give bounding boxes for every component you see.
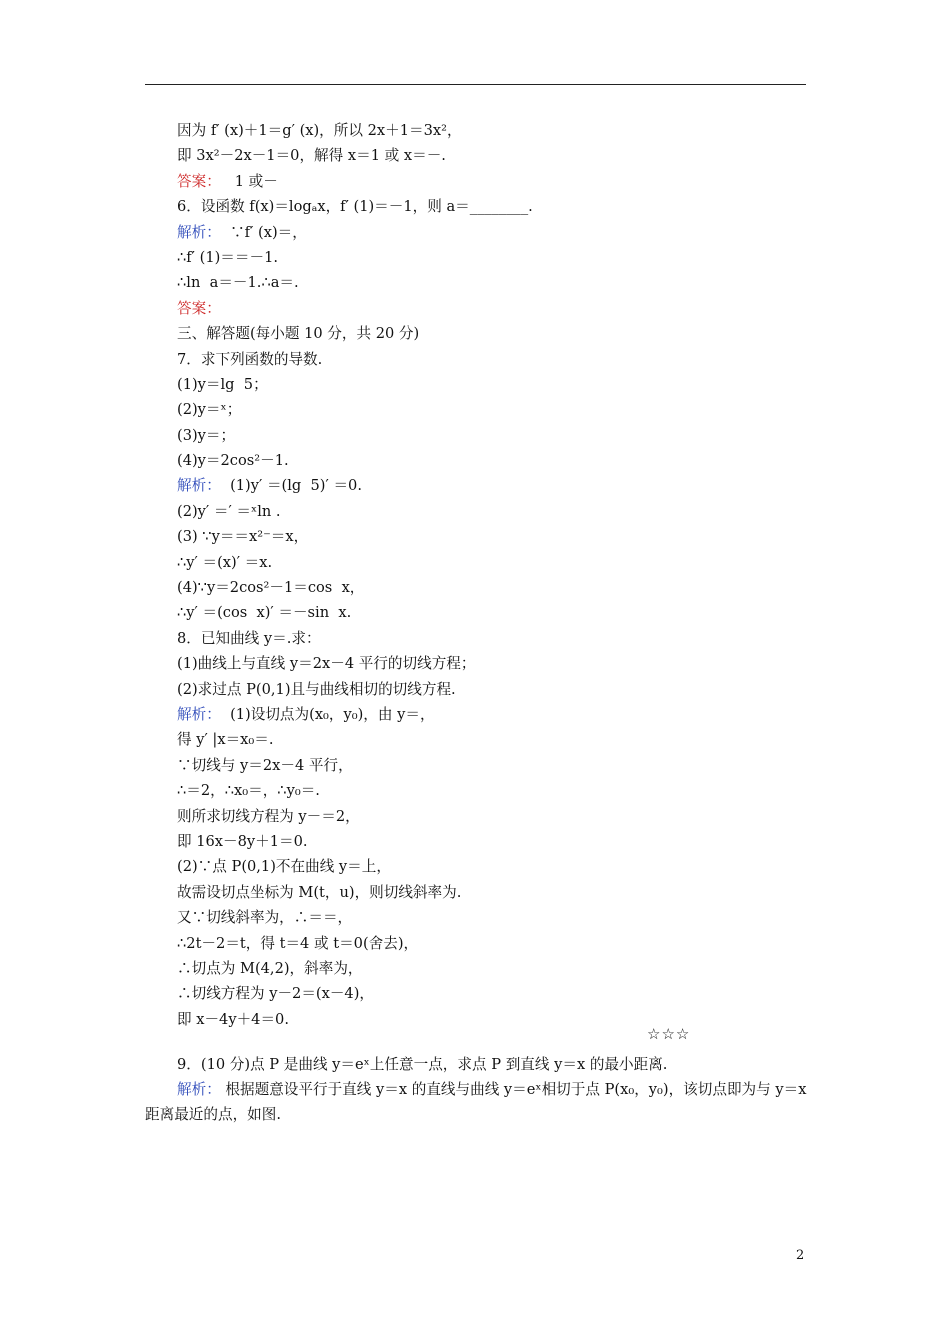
- line-text: 即 x－4y＋4＝0.: [177, 1010, 289, 1028]
- text-line: [177, 143, 817, 168]
- line-text: ∴f′ (1)＝＝－1.: [177, 248, 279, 266]
- line-label: 解析：: [177, 705, 221, 723]
- line-text: ∵f′ (x)＝，: [220, 223, 307, 241]
- line-text: 7．求下列函数的导数.: [177, 350, 323, 368]
- text-line: [177, 499, 817, 524]
- line-text: 8．已知曲线 y＝.求：: [177, 629, 321, 647]
- text-line: [177, 220, 817, 245]
- text-line: [177, 778, 817, 803]
- text-line: [177, 804, 817, 829]
- line-text: 1 或－: [220, 172, 278, 190]
- line-text: (2)y＝ˣ；: [177, 401, 242, 419]
- solution-label: 解析：: [177, 1081, 221, 1098]
- line-text: 得 y′ |x＝x₀＝.: [177, 731, 274, 749]
- text-line: [177, 296, 817, 321]
- question-9: 9．(10 分)点 P 是曲线 y＝eˣ上任意一点，求点 P 到直线 y＝x 的最小距离.: [177, 1056, 668, 1073]
- text-line: [177, 702, 817, 727]
- line-text: ∴＝2，∴x₀＝，∴y₀＝.: [177, 782, 320, 800]
- line-text: (1)曲线上与直线 y＝2x－4 平行的切线方程；: [177, 655, 476, 673]
- text-line: [177, 270, 817, 295]
- line-text: 又∵切线斜率为，∴＝＝，: [177, 909, 353, 927]
- line-text: 即 16x－8y＋1＝0.: [177, 832, 308, 850]
- text-line: [177, 981, 817, 1006]
- section-stars: ☆☆☆: [647, 1025, 691, 1043]
- line-text: 即 3x²－2x－1＝0，解得 x＝1 或 x＝－.: [177, 147, 446, 165]
- text-line: [177, 600, 817, 625]
- text-line: [177, 880, 817, 905]
- line-text: (2)y′ ＝′ ＝ˣln .: [177, 502, 281, 520]
- line-text: (2)∵点 P(0,1)不在曲线 y＝上，: [177, 858, 391, 876]
- text-line: [177, 626, 817, 651]
- line-label: 答案：: [177, 172, 221, 190]
- text-line: [177, 905, 817, 930]
- page-number: 2: [796, 1248, 805, 1263]
- line-label: 解析：: [177, 223, 221, 241]
- line-text: (2)求过点 P(0,1)且与曲线相切的切线方程.: [177, 680, 456, 698]
- text-line: [177, 347, 817, 372]
- line-text: 三、解答题(每小题 10 分，共 20 分): [177, 325, 420, 343]
- text-line: [177, 677, 817, 702]
- text-line: [177, 245, 817, 270]
- text-line: [177, 118, 817, 143]
- line-text: (4)∵y＝2cos²－1＝cos x，: [177, 579, 365, 597]
- text-line: [177, 397, 817, 422]
- text-line: [177, 550, 817, 575]
- line-label: 解析：: [177, 477, 221, 495]
- line-text: (1)设切点为(x₀，y₀)，由 y＝，: [220, 705, 435, 723]
- line-text: 故需设切点坐标为 M(t，u)，则切线斜率为.: [177, 883, 462, 901]
- text-line: [177, 169, 817, 194]
- text-line: [177, 956, 817, 981]
- line-text: (4)y＝2cos²－1.: [177, 452, 289, 470]
- line-text: ∴切点为 M(4,2)，斜率为，: [177, 959, 363, 977]
- text-line: [177, 194, 817, 219]
- text-line: [177, 753, 817, 778]
- line-text: (3) ∵y＝＝x²⁻＝x，: [177, 528, 309, 546]
- text-line: [177, 829, 817, 854]
- question-9-solution: [145, 1077, 810, 1128]
- line-text: ∴y′ ＝(cos x)′ ＝－sin x.: [177, 604, 352, 622]
- text-line: [177, 854, 817, 879]
- line-text: (1)y＝lg 5；: [177, 375, 268, 393]
- text-line: [177, 1007, 817, 1032]
- text-line: [177, 321, 817, 346]
- line-text: ∴ln a＝－1.∴a＝.: [177, 274, 299, 292]
- solution-text: 根据题意设平行于直线 y＝x 的直线与曲线 y＝eˣ相切于点 P(x₀，y₀)，该切点即为与 y＝x 距离最近的点，如图.: [145, 1081, 807, 1124]
- line-text: ∵切线与 y＝2x－4 平行，: [177, 756, 353, 774]
- line-text: ∴2t－2＝t，得 t＝4 或 t＝0(舍去)，: [177, 934, 419, 952]
- line-text: 6．设函数 f(x)＝logₐx，f′ (1)＝－1，则 a＝________.: [177, 198, 533, 216]
- header-rule: [145, 84, 806, 85]
- text-line: [177, 372, 817, 397]
- line-text: 则所求切线方程为 y－＝2，: [177, 807, 360, 825]
- line-text: 因为 f′ (x)＋1＝g′ (x)，所以 2x＋1＝3x²，: [177, 122, 462, 139]
- line-text: ∴切线方程为 y－2＝(x－4)，: [177, 985, 375, 1003]
- text-line: [177, 448, 817, 473]
- line-label: 答案：: [177, 299, 221, 317]
- line-text: ∴y′ ＝(x)′ ＝x.: [177, 553, 273, 571]
- document-body: [177, 118, 817, 1032]
- text-line: [177, 727, 817, 752]
- text-line: [177, 473, 817, 498]
- text-line: [177, 651, 817, 676]
- line-text: (1)y′ ＝(lg 5)′ ＝0.: [220, 477, 362, 495]
- line-text: (3)y＝；: [177, 426, 236, 444]
- text-line: [177, 524, 817, 549]
- text-line: [177, 575, 817, 600]
- text-line: [177, 931, 817, 956]
- text-line: [177, 423, 817, 448]
